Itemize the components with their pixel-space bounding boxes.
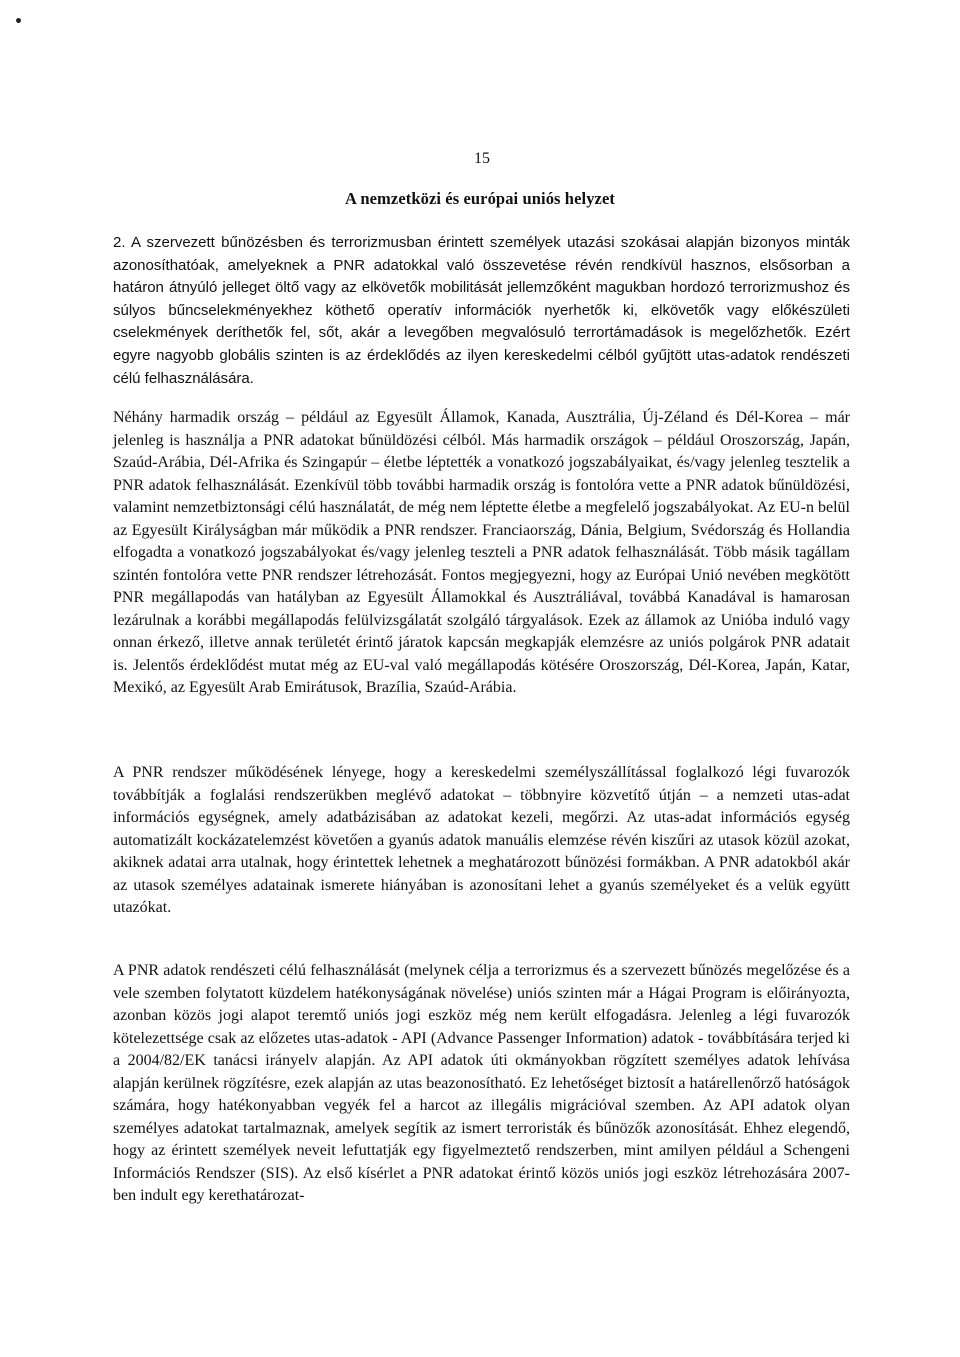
paragraph-third-countries: Néhány harmadik ország – például az Egyesült Államok, Kanada, Ausztrália, Új-Zéland és Dél-Korea – már jelenleg is használja a PNR adatokat bűnüldözési célból. Más harmadik országok – például Oroszország, Japán, Szaúd-Arábia, Dél-Afrika és Szingapúr – életbe léptették a vonatkozó jogszabályaikat, és/vagy jelenleg tesztelik a PNR adatok felhasználását. Ezenkívül több további harmadik ország is fontolóra vette a PNR adatok bűnüldözési, valamint nemzetbiztonsági célú használatát, de még nem léptette életbe a megfelelő jogszabályokat. Az EU-n belül az Egyesült Királyságban már működik a PNR rendszer. Franciaország, Dánia, Belgium, Svédország és Hollandia elfogadta a vonatkozó jogszabályokat és/vagy jelenleg teszteli a PNR adatok felhasználását. Több másik tagállam szintén fontolóra vette PNR rendszer létrehozását. Fontos megjegyezni, hogy az Európai Unió nevében megkötött PNR megállapodás van hatályban az Egyesült Államokkal és Ausztráliával, továbbá Kanadával is hamarosan lezárulnak a korábbi megállapodás felülvizsgálatát szolgáló tárgyalások. Ezek az államok az Unióba induló vagy onnan érkező, illetve annak területét érintő járatok kapcsán megkapják elemzésre az uniós polgárok PNR adatait is. Jelentős érdeklődést mutat még az EU-val való megállapodás kötésére Oroszország, Dél-Korea, Japán, Katar, Mexikó, az Egyesült Arab Emirátusok, Brazília, Szaúd-Arábia. [113, 409, 850, 696]
paragraph-pnr-system: A PNR rendszer működésének lényege, hogy a kereskedelmi személyszállítással foglalkozó légi fuvarozók továbbítják a foglalási rendszerükben meglévő adatokat – többnyire közvetítő útján – a nemzeti utas-adat információs egységnek, amely adatbázisában az adatokat kezeli, megőrzi. Az utas-adat információs egység automatizált kockázatelemzést követően a gyanús adatok manuális elemzése révén kiszűri az utasok közül azokat, akiknek adatai arra utalnak, hogy érintettek lehetnek a meghatározott bűnözési formákban. A PNR adatokból akár az utasok személyes adatainak ismerete hiányában is azonosítani lehet a gyanús személyeket és a velük együtt utazókat. [113, 764, 850, 916]
paragraph-travel-patterns: 2. A szervezett bűnözésben és terrorizmusban érintett személyek utazási szokásai alapján bizonyos minták azonosíthatóak, amelyeknek a PNR adatokkal való összevetése révén rendkívül hasznos, elsősorban a határon átnyúló jelleget öltő vagy az elkövetők mobilitását jellemzőként magukban hordozó terrorizmushoz és súlyos bűncselekményekhez köthető operatív információk nyerhetők ki, elkövetők vagy előkészületi cselekmények deríthetők fel, sőt, akár a levegőben megvalósuló terrortámadások is megelőzhetők. Ezért egyre nagyobb globális szinten is az érdeklődés az ilyen kereskedelmi célból gyűjtött utas-adatok rendészeti célú felhasználására. [113, 234, 850, 387]
page-number: 15 [474, 150, 490, 167]
scan-artifact-mark [15, 17, 21, 23]
paragraph-law-enforcement-use: A PNR adatok rendészeti célú felhasználását (melynek célja a terrorizmus és a szervezett bűnözés megelőzése és a vele szemben folytatott küzdelem hatékonyságának növelése) uniós szinten már a Hágai Program is előirányozta, azonban közös jogi alapot teremtő uniós jogi eszköz még nem került elfogadásra. Jelenleg a légi fuvarozók kötelezettsége csak az előzetes utas-adatok - API (Advance Passenger Information) adatok - továbbítására terjed ki a 2004/82/EK tanácsi irányelv alapján. Az API adatok úti okmányokban rögzített személyes adatok lehívása alapján kerülnek rögzítésre, ezek alapján az utas beazonosítható. Ez lehetőséget biztosít a határellenőrző hatóságok számára, hogy hatékonyabban vegyék fel a harcot az illegális migrációval szemben. Az API adatok olyan személyes adatokat tartalmaznak, amelyek segítik az ismert terroristák és bűnözők azonosítását. Ehhez elegendő, hogy az érintett személyek neveit lefuttatják egy figyelmeztető rendszerben, mint amilyen például a Schengeni Információs Rendszer (SIS). Az első kísérlet a PNR adatokat érintő közös uniós jogi eszköz létrehozására 2007-ben indult egy kerethatározat- [113, 962, 850, 1204]
section-heading: A nemzetközi és európai uniós helyzet [345, 189, 615, 208]
